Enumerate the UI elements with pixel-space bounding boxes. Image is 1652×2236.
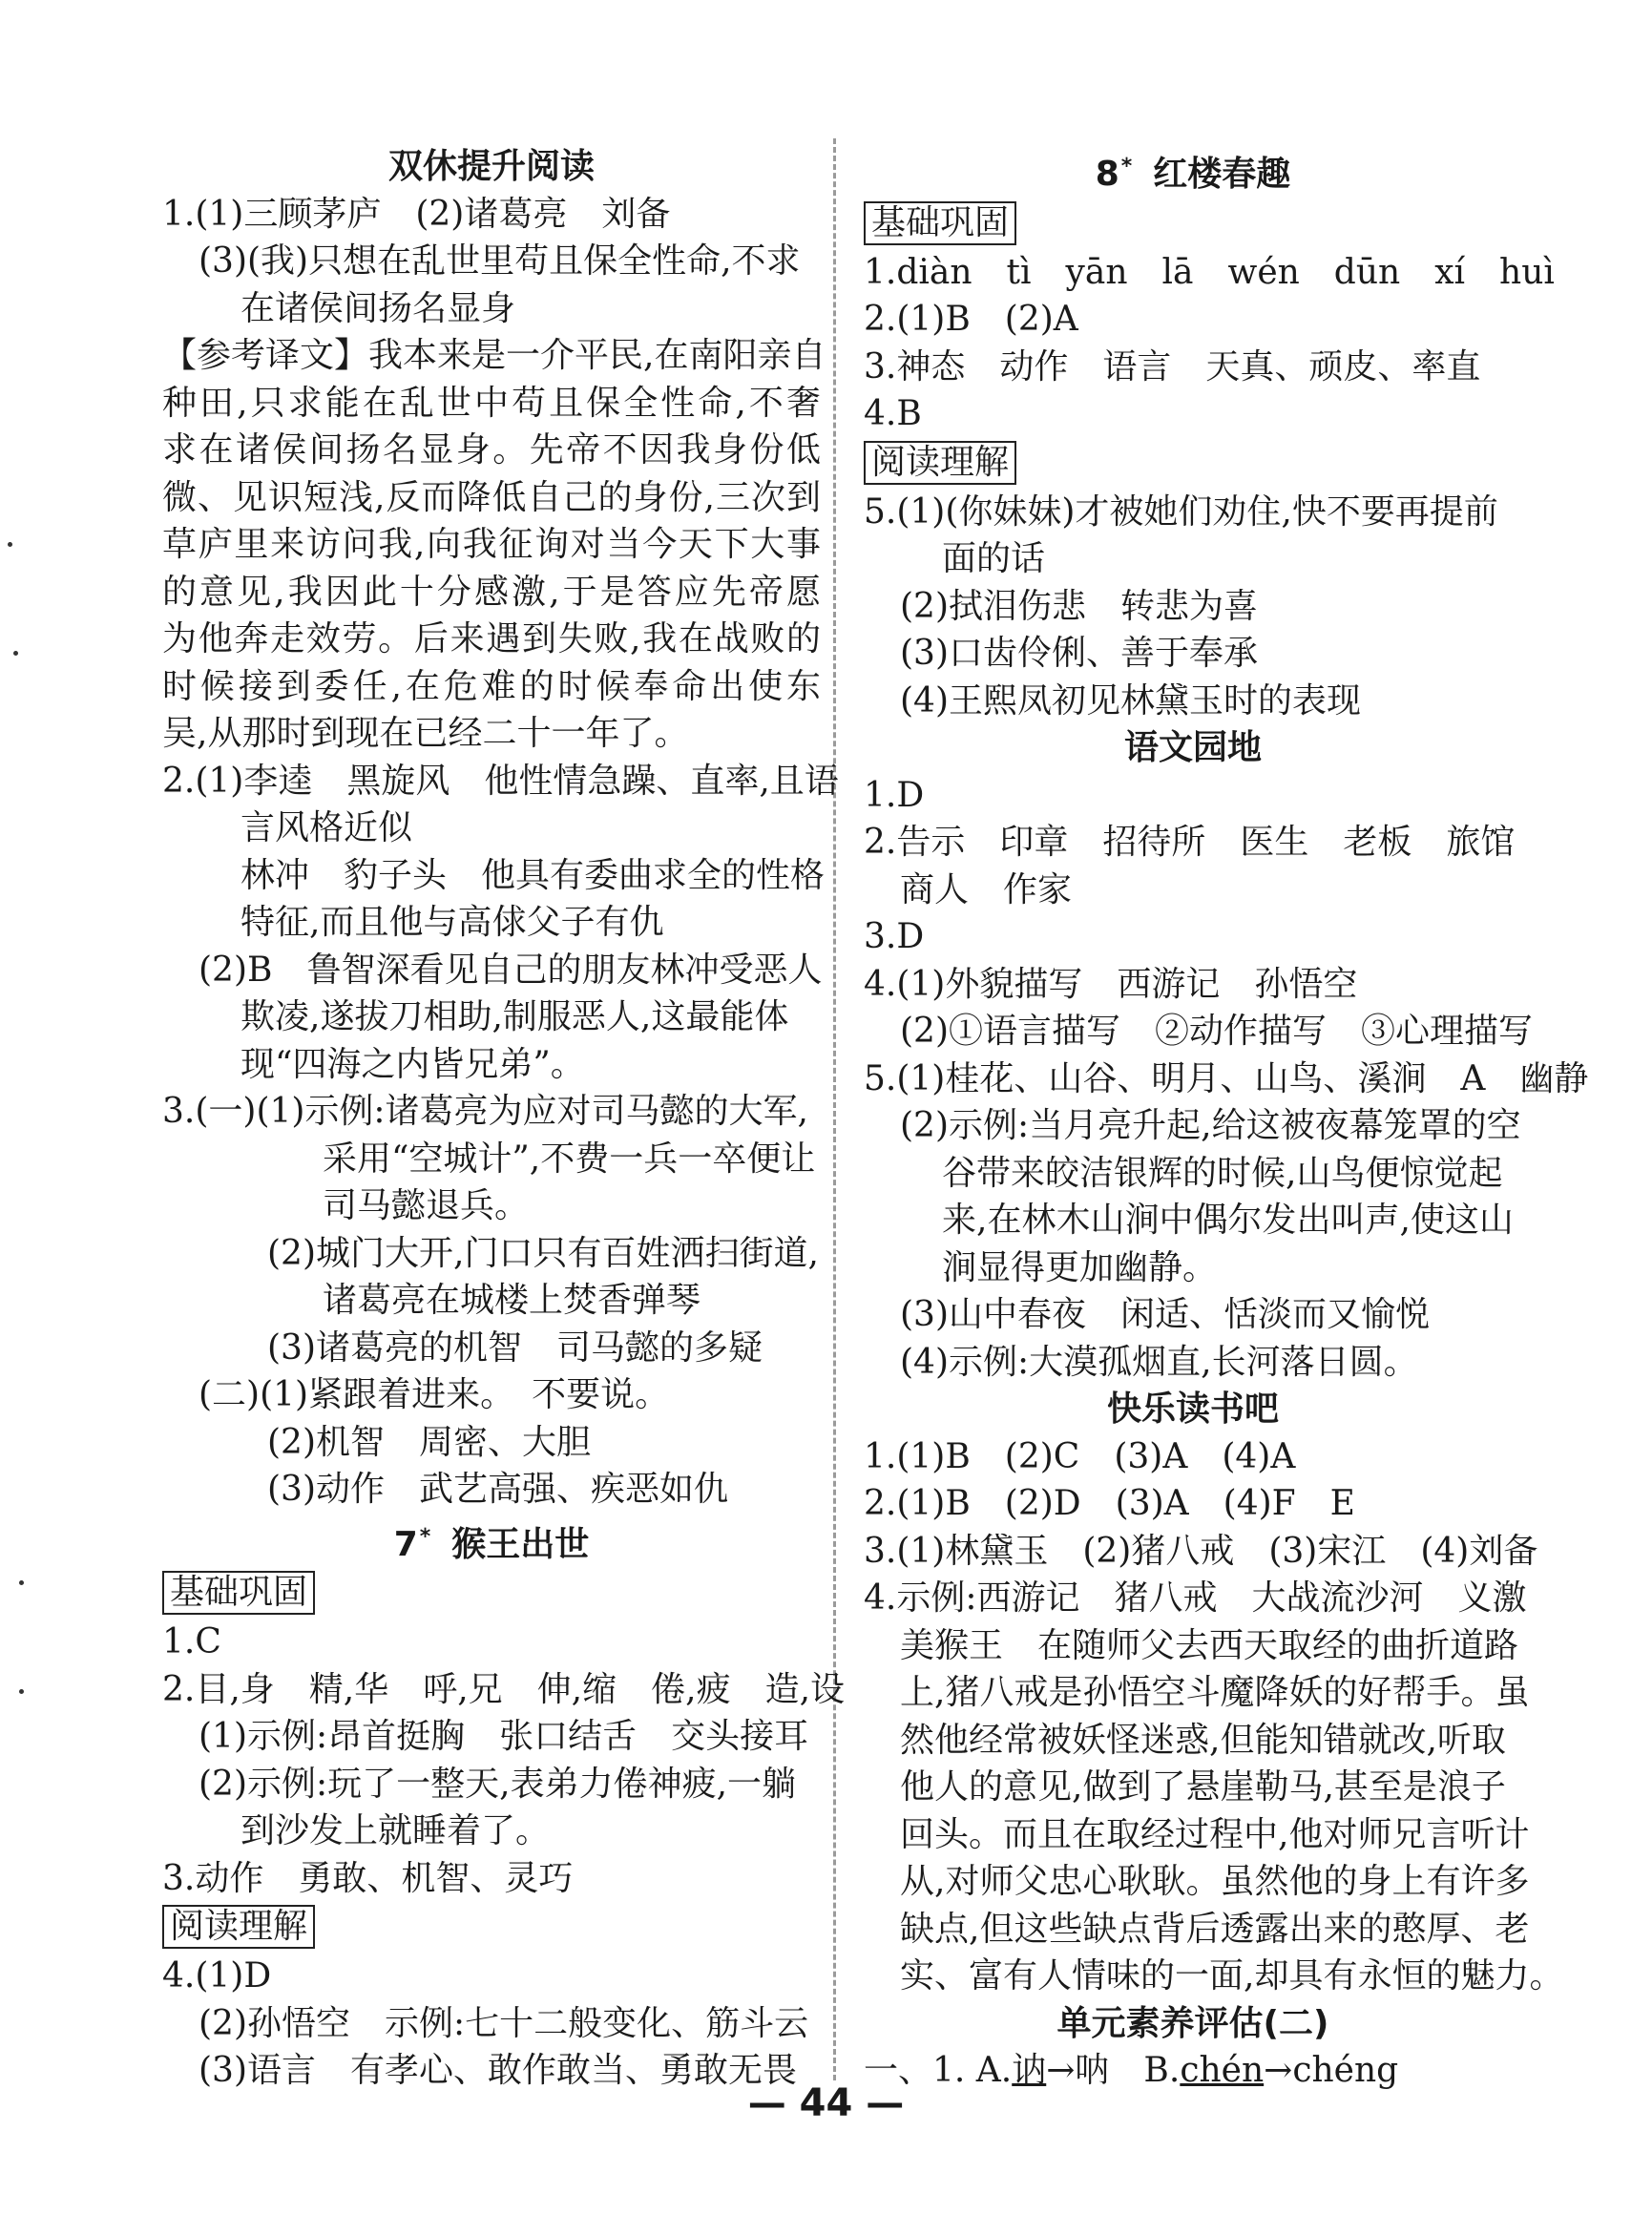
answer-line: 美猴王 在随师父去西天取经的曲折道路	[900, 1625, 1519, 1665]
answer-prefix: 一、1. A.	[864, 2051, 1013, 2090]
answer-line: 1.D	[864, 775, 925, 815]
answer-line: 2.告示 印章 招待所 医生 老板 旅馆	[864, 823, 1516, 862]
section-title: 快乐读书吧	[1106, 1390, 1279, 1429]
answer-line: 2.(1)B (2)A	[864, 300, 1078, 339]
answer-line: 涧显得更加幽静。	[942, 1247, 1218, 1287]
answer-line: 4.(1)D	[162, 1956, 272, 1996]
answer-line: 缺点,但这些缺点背后透露出来的憨厚、老	[900, 1909, 1530, 1949]
answer-line: 上,猪八戒是孙悟空斗魔降妖的好帮手。虽	[900, 1673, 1530, 1712]
translation-line: 微、见识短浅,反而降低自己的身份,三次到	[162, 477, 821, 517]
answer-line: (2)机智 周密、大胆	[267, 1422, 591, 1462]
answer-line: 商人 作家	[900, 869, 1073, 909]
answer-line: 1.diàn tì yān lā wén dūn xí huì	[864, 252, 1555, 292]
answer-line: 1.(1)B (2)C (3)A (4)A	[864, 1436, 1296, 1476]
section-box-label: 基础巩固	[162, 1571, 315, 1615]
answer-line: 在诸侯间扬名显身	[240, 288, 516, 328]
answer-line: 3.D	[864, 917, 925, 956]
translation-line: 时候接到委任,在危难的时候奉命出使东	[162, 666, 821, 706]
lesson-title	[162, 1514, 821, 1569]
translation-line: 草庐里来访问我,向我征询对当今天下大事	[162, 525, 821, 564]
answer-line: 谷带来皎洁银辉的时候,山鸟便惊觉起	[942, 1153, 1503, 1193]
lesson-mark: *	[1120, 155, 1133, 178]
answer-line: (4)王熙凤初见林黛玉时的表现	[900, 680, 1361, 721]
translation-line: 为他奔走效劳。后来遇到失败,我在战败的	[162, 619, 821, 658]
answer-line: 3.神态 动作 语言 天真、顽皮、率直	[864, 346, 1481, 387]
answer-line: 3.(1)林黛玉 (2)猪八戒 (3)宋江 (4)刘备	[864, 1531, 1538, 1571]
lesson-number: 7	[393, 1524, 418, 1564]
section-title: 双休提升阅读	[387, 147, 595, 186]
answer-line: 欺凌,遂拔刀相助,制服恶人,这最能体	[240, 997, 789, 1036]
answer-line: 1.C	[162, 1622, 221, 1661]
answer-line: (4)示例:大漠孤烟直,长河落日圆。	[900, 1342, 1418, 1382]
answer-line: (1)示例:昂首挺胸 张口结舌 交头接耳	[199, 1717, 809, 1756]
section-box-label: 阅读理解	[864, 441, 1016, 485]
translation-line: 种田,只求能在乱世中苟且保全性命,不奢	[162, 383, 821, 423]
right-column	[864, 143, 1589, 2095]
column-divider	[833, 138, 836, 2080]
answer-line: 来,在林木山涧中偶尔发出叫声,使这山	[942, 1201, 1514, 1240]
answer-line: (3)山中春夜 闲适、恬淡而又愉悦	[900, 1295, 1430, 1334]
answer-line: 面的话	[942, 539, 1046, 578]
answer-line: (2)拭泪伤悲 转悲为喜	[900, 586, 1258, 626]
answer-line: 3.动作 勇敢、机智、灵巧	[162, 1858, 574, 1898]
answer-line: (2)示例:玩了一整天,表弟力倦神疲,一躺	[199, 1764, 797, 1804]
answer-line: 诸葛亮在城楼上焚香弹琴	[323, 1281, 701, 1320]
answer-line: (2)城门大开,门口只有百姓洒扫街道,	[267, 1233, 819, 1273]
answer-line: 然他经常被妖怪迷惑,但能知错就改,听取	[900, 1720, 1506, 1760]
section-box-label: 阅读理解	[162, 1905, 315, 1949]
binding-mark	[19, 1689, 24, 1694]
answer-line: (二)(1)紧跟着进来。 不要说。	[199, 1375, 670, 1414]
wrong-char: 讷	[1012, 2051, 1047, 2090]
answer-line: 从,对师父忠心耿耿。虽然他的身上有许多	[900, 1862, 1530, 1901]
answer-line: 言风格近似	[240, 808, 413, 847]
lesson-title	[864, 143, 1522, 199]
answer-line: (2)B 鲁智深看见自己的朋友林冲受恶人	[199, 950, 823, 990]
correction: →chéng	[1264, 2051, 1399, 2090]
answer-line: (2)孙悟空 示例:七十二般变化、筋斗云	[199, 2003, 809, 2043]
left-column	[162, 143, 846, 2095]
binding-mark	[13, 651, 18, 656]
translation-line: 吴,从那时到现在已经二十一年了。	[162, 714, 689, 753]
wrong-pinyin: chén	[1180, 2051, 1265, 2090]
answer-line: 林冲 豹子头 他具有委曲求全的性格	[240, 855, 826, 895]
answer-line: (3)语言 有孝心、敢作敢当、勇敢无畏	[199, 2051, 797, 2090]
answer-line: 2.目,身 精,华 呼,兄 伸,缩 倦,疲 造,设	[162, 1669, 846, 1709]
lesson-name: 猴王出世	[451, 1524, 590, 1564]
answer-line: 1.(1)三顾茅庐 (2)诸葛亮 刘备	[162, 194, 671, 234]
answer-line: 回头。而且在取经过程中,他对师兄言听计	[900, 1814, 1530, 1854]
answer-line: 现“四海之内皆兄弟”。	[240, 1044, 585, 1084]
answer-line: 到沙发上就睡着了。	[240, 1811, 551, 1850]
answer-line: 2.(1)B (2)D (3)A (4)F E	[864, 1484, 1355, 1523]
answer-line: 3.(一)(1)示例:诸葛亮为应对司马懿的大军,	[162, 1092, 809, 1131]
answer-line: 4.(1)外貌描写 西游记 孙悟空	[864, 964, 1358, 1004]
section-box-label: 基础巩固	[864, 201, 1016, 245]
answer-line: (3)诸葛亮的机智 司马懿的多疑	[267, 1327, 763, 1368]
section-title: 单元素养评估(二)	[1056, 2003, 1329, 2043]
answer-line: 他人的意见,做到了悬崖勒马,甚至是浪子	[900, 1767, 1506, 1807]
answer-line: (2)①语言描写 ②动作描写 ③心理描写	[900, 1012, 1533, 1051]
translation-line: 的意见,我因此十分感激,于是答应先帝愿	[162, 572, 821, 612]
lesson-number: 8	[1095, 155, 1119, 194]
answer-line: 特征,而且他与高俅父子有仇	[240, 903, 664, 942]
answer-line: 5.(1)(你妹妹)才被她们劝住,快不要再提前	[864, 491, 1498, 532]
answer-line: 实、富有人情味的一面,却具有永恒的魅力。	[900, 1956, 1564, 1996]
lesson-mark: *	[419, 1524, 431, 1549]
answer-line: (3)口齿伶俐、善于奉承	[900, 634, 1258, 673]
correction: →呐 B.	[1046, 2051, 1181, 2090]
translation-line: 求在诸侯间扬名显身。先帝不因我身份低	[162, 430, 821, 470]
answer-line: (2)示例:当月亮升起,给这被夜幕笼罩的空	[900, 1106, 1521, 1145]
answer-line: 采用“空城计”,不费一兵一卒便让	[323, 1139, 816, 1179]
answer-line: (3)动作 武艺高强、疾恶如仇	[267, 1470, 728, 1509]
translation-line: 【参考译文】我本来是一介平民,在南阳亲自	[162, 336, 826, 375]
answer-line: 5.(1)桂花、山谷、明月、山鸟、溪涧 A 幽静	[864, 1058, 1589, 1098]
binding-mark	[19, 1580, 24, 1585]
answer-line: 2.(1)李逵 黑旋风 他性情急躁、直率,且语	[162, 761, 839, 801]
page-number: — 44 —	[747, 2081, 905, 2125]
answer-line: 司马懿退兵。	[323, 1186, 530, 1225]
answer-line: 4.B	[864, 394, 922, 433]
answer-line: (3)(我)只想在乱世里苟且保全性命,不求	[199, 241, 801, 281]
section-title: 语文园地	[1123, 728, 1262, 767]
answer-line: 4.示例:西游记 猪八戒 大战流沙河 义激	[864, 1578, 1527, 1618]
binding-mark	[8, 542, 12, 547]
lesson-name: 红楼春趣	[1153, 155, 1291, 194]
